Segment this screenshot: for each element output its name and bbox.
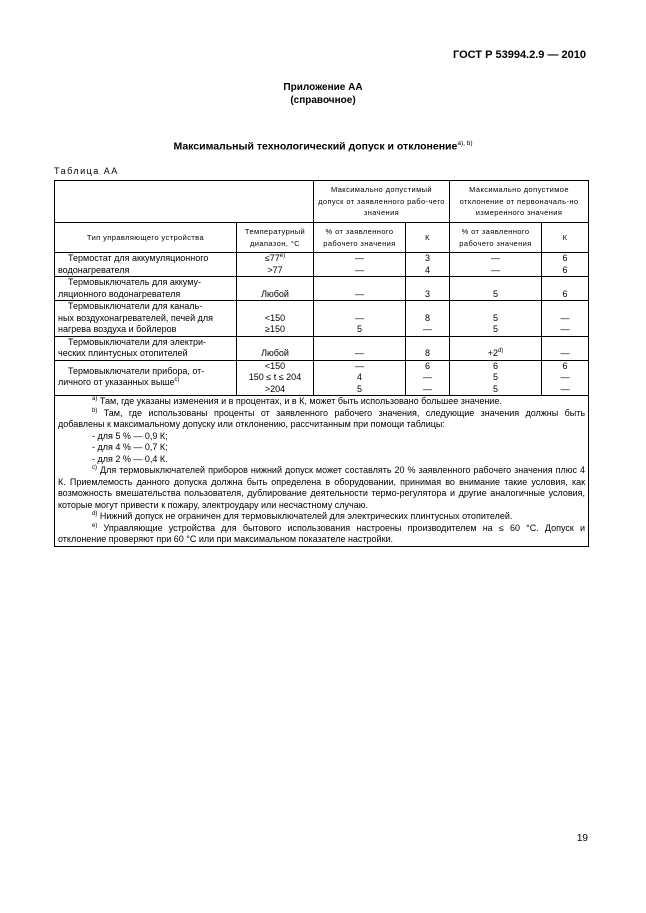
value: 4: [425, 264, 431, 275]
table-row: [55, 301, 589, 337]
table-row: [55, 360, 589, 396]
temp-value: >77: [267, 264, 283, 275]
value: 6: [562, 288, 568, 299]
note-e: [58, 523, 585, 546]
temp-value: [240, 337, 310, 349]
footnote-mark: d): [497, 348, 504, 354]
page-number: 19: [576, 833, 588, 844]
value: —: [423, 383, 432, 394]
value: [453, 277, 538, 289]
cell-temp-range: [237, 277, 314, 301]
cell-tolerance-pct: [314, 277, 406, 301]
table-notes: [55, 396, 589, 547]
value: [317, 337, 402, 349]
temp-value: Любой: [261, 348, 289, 358]
value: —: [355, 253, 364, 263]
cell-tolerance-k: [406, 336, 450, 360]
note-e-mark: е): [92, 522, 98, 529]
row-name-line: Термостат для аккумуляционного: [68, 253, 209, 263]
value: 5: [493, 372, 499, 382]
row-name-line: ных воздухонагревателей, печей для: [58, 312, 214, 323]
note-e-text: Управляющие устройства для бытового использования настроены производителем на ≤ 60 °С. Допуск и отклонение проверяют при 60 °С или при максимальном показателе настройки.: [58, 522, 586, 544]
value: —: [423, 324, 432, 334]
header-deviation-group: Максимально допустимое отклонение от первоначаль-но измеренного значения: [450, 181, 589, 223]
value: —: [560, 312, 570, 323]
header-row-1: [55, 181, 589, 223]
value: —: [560, 383, 570, 394]
section-title-text: Максимальный технологический допуск и отклонение: [173, 140, 458, 153]
value: 5: [493, 383, 499, 394]
value: 5: [493, 324, 499, 334]
value: 6: [493, 360, 499, 371]
cell-tolerance-k: [406, 253, 450, 277]
document-id: ГОСТ Р 53994.2.9 — 2010: [452, 49, 586, 61]
value: 3: [425, 253, 431, 263]
header-tolerance-group: Максимально допустимый допуск от заявленного рабо-чего значения: [314, 181, 450, 223]
value: [317, 301, 402, 313]
value: —: [560, 324, 570, 334]
section-title: [0, 140, 646, 153]
value: 5: [356, 324, 362, 334]
cell-temp-range: [237, 360, 314, 396]
value: 8: [425, 312, 431, 323]
note-b-text: Там, где использованы проценты от заявленного рабочего значения, следующие значения должны быть добавлены к максимальному допуску или отклонению, рассчитанным при помощи таблицы:: [58, 407, 586, 429]
cell-device-type: [55, 301, 237, 337]
temp-value: Любой: [261, 288, 289, 299]
value: 6: [562, 360, 568, 371]
notes-row: [55, 396, 589, 547]
value: —: [560, 348, 570, 358]
header-tolerance-pct: % от заявленного рабочего значения: [314, 223, 406, 253]
note-b-list-item: - для 2 % — 0,4 К.: [92, 453, 168, 464]
note-d-mark: d): [92, 511, 98, 517]
value: [409, 337, 446, 349]
temp-value: <150: [264, 312, 286, 323]
cell-deviation-k: [542, 301, 589, 337]
cell-deviation-pct: [450, 336, 542, 360]
value: —: [355, 288, 364, 299]
value: [545, 301, 585, 313]
cell-tolerance-pct: [314, 301, 406, 337]
note-a-text: Там, где указаны изменения и в процентах, и в К, может быть использовано большее значение.: [99, 396, 502, 406]
row-name-line: Термовыключатели для каналь-: [68, 301, 203, 311]
header-deviation-pct: % от заявленного рабочего значения: [450, 223, 542, 253]
value: [453, 337, 538, 349]
temp-value: [240, 277, 310, 289]
value: —: [491, 253, 501, 263]
temp-value: 150 ≤ t ≤ 204: [248, 372, 302, 382]
header-deviation-k: К: [542, 223, 589, 253]
header-temp-range: Температурный диапазон, °С: [237, 223, 314, 253]
row-name-line: Термовыключатели прибора, от-: [68, 365, 205, 376]
note-c: [58, 465, 585, 511]
value: —: [560, 372, 570, 382]
cell-device-type: [55, 336, 237, 360]
header-row-2: [55, 223, 589, 253]
table-row: [55, 253, 589, 277]
note-a-mark: a): [92, 396, 98, 402]
temp-value: <150: [264, 360, 286, 371]
temp-footnote-mark: е): [279, 253, 286, 259]
value: [453, 301, 538, 313]
row-name-line: Термовыключатели для электри-: [68, 336, 207, 347]
cell-device-type: [55, 360, 237, 396]
row-name-line: нагрева воздуха и бойлеров: [58, 324, 177, 334]
temp-value: ≤77: [264, 253, 280, 263]
row-name-line: личного от указанных выше: [58, 377, 175, 387]
value: 8: [425, 348, 431, 358]
cell-deviation-pct: [450, 253, 542, 277]
temp-value: >204: [264, 383, 286, 394]
cell-tolerance-pct: [314, 253, 406, 277]
cell-tolerance-pct: [314, 336, 406, 360]
cell-temp-range: [237, 336, 314, 360]
value: 6: [562, 253, 568, 263]
note-b-mark: b): [92, 407, 98, 414]
section-title-sup: a), b): [457, 140, 473, 147]
annex-title: Приложение АА: [283, 82, 363, 93]
note-a: [58, 396, 585, 408]
note-c-mark: c): [92, 465, 97, 471]
cell-tolerance-k: [406, 277, 450, 301]
value: —: [355, 312, 364, 323]
cell-deviation-pct: [450, 301, 542, 337]
cell-deviation-k: [542, 253, 589, 277]
note-b: [58, 408, 585, 431]
table-row: [55, 336, 589, 360]
cell-deviation-k: [542, 336, 589, 360]
cell-tolerance-pct: [314, 360, 406, 396]
tolerance-table: [54, 180, 589, 547]
annex-heading: [0, 81, 646, 107]
header-tolerance-k: К: [406, 223, 450, 253]
table-label: Таблица АА: [54, 166, 119, 176]
value: [545, 337, 585, 349]
cell-tolerance-k: [406, 301, 450, 337]
value: —: [423, 372, 432, 382]
value: —: [491, 264, 501, 275]
temp-value: ≥150: [265, 324, 285, 334]
row-name-line: Термовыключатель для аккуму-: [68, 277, 201, 287]
value: 6: [425, 360, 431, 371]
note-b-list-item: - для 4 % — 0,7 К;: [92, 442, 168, 452]
row-name-line: ляционного водонагревателя: [58, 288, 181, 299]
value: —: [355, 348, 364, 358]
row-name-line: ческих плинтусных отопителей: [58, 348, 188, 358]
value: —: [355, 264, 364, 275]
annex-subtitle: (справочное): [290, 95, 356, 106]
cell-tolerance-k: [406, 360, 450, 396]
cell-device-type: [55, 253, 237, 277]
value: 5: [356, 383, 362, 394]
table-row: [55, 277, 589, 301]
row-name-line: водонагревателя: [58, 264, 130, 275]
value: +2: [487, 348, 498, 358]
temp-value: [240, 301, 310, 313]
value: [545, 277, 585, 289]
header-device-type: Тип управляющего устройства: [55, 223, 237, 253]
value: 4: [356, 372, 362, 382]
cell-temp-range: [237, 253, 314, 277]
value: [409, 277, 446, 289]
value: [409, 301, 446, 313]
value: 6: [562, 264, 568, 275]
value: 3: [425, 288, 431, 299]
value: 5: [493, 312, 499, 323]
note-c-text: Для термовыключателей приборов нижний допуск может составлять 20 % заявленного рабочего значения плюс 4 К. Приемлемость данного допуска должна быть определена в оборудовании, принимая во внимание такие условия, как возможность вмешательства пользователя, дублирование деятельности термо-регулятора и другие аналогичные условия, которые могут привести к пожару, электроудару или несчастному случаю.: [58, 465, 586, 510]
header-blank: [55, 181, 314, 223]
value: —: [355, 360, 364, 371]
note-b-list-item: - для 5 % — 0,9 К;: [92, 430, 168, 441]
cell-deviation-k: [542, 277, 589, 301]
cell-deviation-k: [542, 360, 589, 396]
value: [317, 277, 402, 289]
cell-deviation-pct: [450, 360, 542, 396]
note-d: [58, 511, 585, 523]
cell-device-type: [55, 277, 237, 301]
footnote-mark: c): [174, 377, 180, 383]
cell-temp-range: [237, 301, 314, 337]
row-name-line-with-mark: [58, 377, 233, 389]
note-d-text: Нижний допуск не ограничен для термовыключателей для электрических плинтусных отопителей.: [99, 511, 513, 521]
cell-deviation-pct: [450, 277, 542, 301]
value: 5: [493, 288, 499, 299]
